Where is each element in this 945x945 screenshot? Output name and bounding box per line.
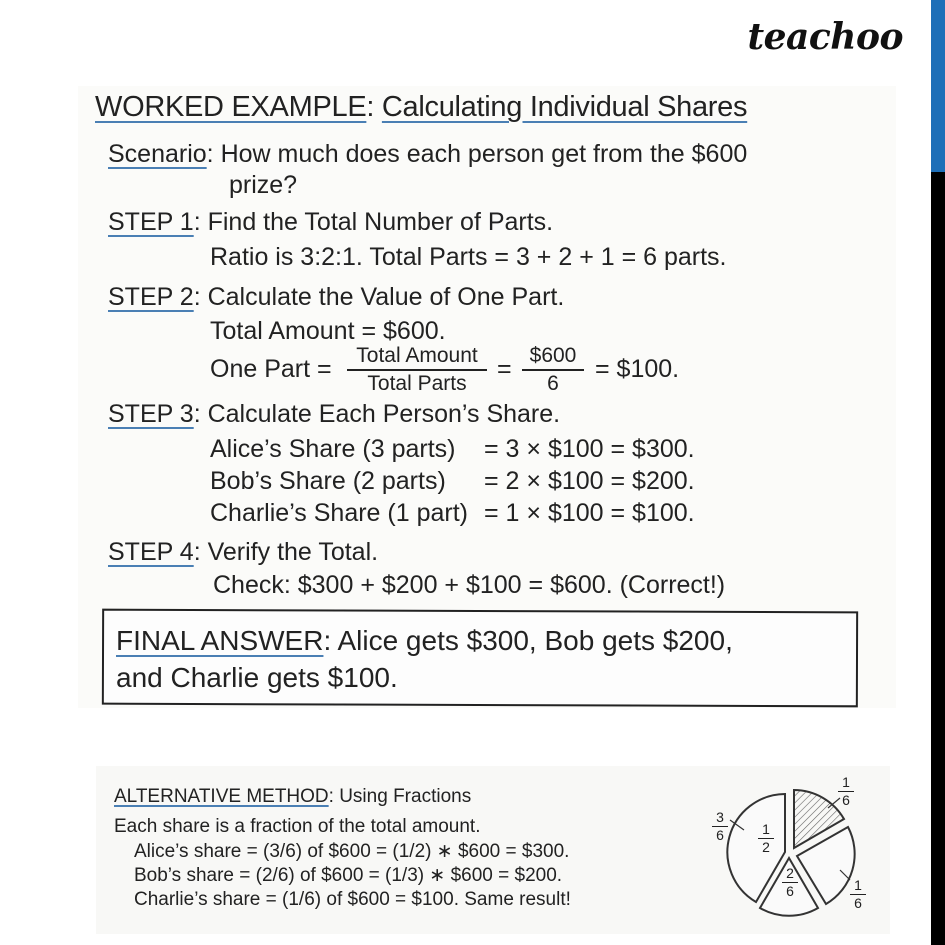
pie-label-den: 6 (786, 883, 794, 899)
fraction-total-amount-over-total-parts (347, 344, 487, 396)
final-answer-label: FINAL ANSWER (116, 625, 324, 656)
step-2-equals: = (497, 355, 512, 383)
pie-diagram (700, 770, 890, 940)
heading-label: WORKED EXAMPLE (95, 91, 367, 123)
pie-label-den: 6 (716, 827, 724, 843)
pie-label-num: 1 (842, 774, 850, 790)
alternative-heading-title: : Using Fractions (328, 786, 472, 807)
pie-label-inner-bottom (782, 866, 798, 899)
step-1-line: Ratio is 3:2:1. Total Parts = 3 + 2 + 1 = 6 parts. (210, 243, 727, 271)
alternative-line-bob: Bob’s share = (2/6) of $600 = (1/3) ∗ $600 = $200. (134, 865, 563, 886)
alternative-heading-label: ALTERNATIVE METHOD (114, 786, 329, 807)
step-4-label: STEP 4 (108, 538, 194, 566)
step-3-title: : Calculate Each Person’s Share. (193, 400, 561, 428)
step-2-result: = $100. (595, 355, 680, 383)
final-answer-text: : Alice gets $300, Bob gets $200, (323, 625, 733, 656)
step-2-label: STEP 2 (108, 283, 194, 311)
right-sidebar (931, 0, 945, 945)
bob-share-name: Bob’s Share (2 parts) (210, 467, 446, 495)
alice-share-calc: = 3 × $100 = $300. (484, 435, 695, 463)
step-3-label: STEP 3 (108, 400, 194, 428)
pie-label-den: 6 (854, 895, 862, 911)
scenario-line-2: prize? (229, 171, 298, 199)
fraction-bar (522, 369, 584, 371)
fraction-denominator: Total Parts (367, 372, 467, 395)
heading-colon: : (366, 91, 375, 123)
step-4-heading (108, 537, 378, 567)
fraction-denominator: 6 (547, 372, 559, 395)
worked-example-heading (95, 92, 747, 122)
pie-label-den: 2 (762, 839, 770, 855)
fraction-numerator: Total Amount (356, 344, 478, 367)
fraction-numerator: $600 (529, 344, 577, 367)
pie-label-inner-left (758, 822, 774, 855)
fraction-bar (347, 369, 487, 371)
charlie-share-calc: = 1 × $100 = $100. (484, 499, 695, 527)
heading-title: Calculating Individual Shares (381, 91, 748, 123)
sidebar-accent (931, 0, 945, 172)
step-1-heading (108, 207, 553, 237)
step-2-total-amount: Total Amount = $600. (210, 317, 446, 345)
pie-label-num: 1 (762, 821, 770, 837)
step-3-heading (108, 399, 560, 429)
pie-label-bottom-right (850, 878, 866, 911)
pie-label-top-right (838, 775, 854, 808)
alternative-line-alice: Alice’s share = (3/6) of $600 = (1/2) ∗ $600 = $300. (134, 841, 570, 862)
alice-share-name: Alice’s Share (3 parts) (210, 435, 456, 463)
alternative-heading (114, 785, 471, 809)
step-4-check: Check: $300 + $200 + $100 = $600. (Correct!) (213, 571, 726, 599)
step-1-title: : Find the Total Number of Parts. (193, 208, 554, 236)
pie-label-num: 3 (716, 809, 724, 825)
bob-share-calc: = 2 × $100 = $200. (484, 467, 695, 495)
final-answer-line-1 (116, 625, 733, 657)
fraction-600-over-6 (522, 344, 584, 396)
pie-label-num: 2 (786, 865, 794, 881)
scenario-text: : How much does each person get from the $600 (206, 140, 748, 168)
charlie-share-name: Charlie’s Share (1 part) (210, 499, 468, 527)
pie-label-left (712, 810, 728, 843)
alternative-line-charlie: Charlie’s share = (1/6) of $600 = $100. Same result! (134, 889, 571, 910)
step-2-heading (108, 282, 564, 312)
step-4-title: : Verify the Total. (193, 538, 379, 566)
scenario-label: Scenario (108, 140, 207, 168)
teachoo-logo: teachoo (747, 16, 903, 58)
step-1-label: STEP 1 (108, 208, 194, 236)
step-2-one-part-label: One Part = (210, 355, 332, 383)
pie-label-num: 1 (854, 877, 862, 893)
pie-label-den: 6 (842, 792, 850, 808)
scenario-line-1 (108, 139, 747, 169)
step-2-title: : Calculate the Value of One Part. (193, 283, 565, 311)
alternative-intro: Each share is a fraction of the total amount. (114, 816, 481, 837)
final-answer-line-2: and Charlie gets $100. (116, 662, 398, 693)
